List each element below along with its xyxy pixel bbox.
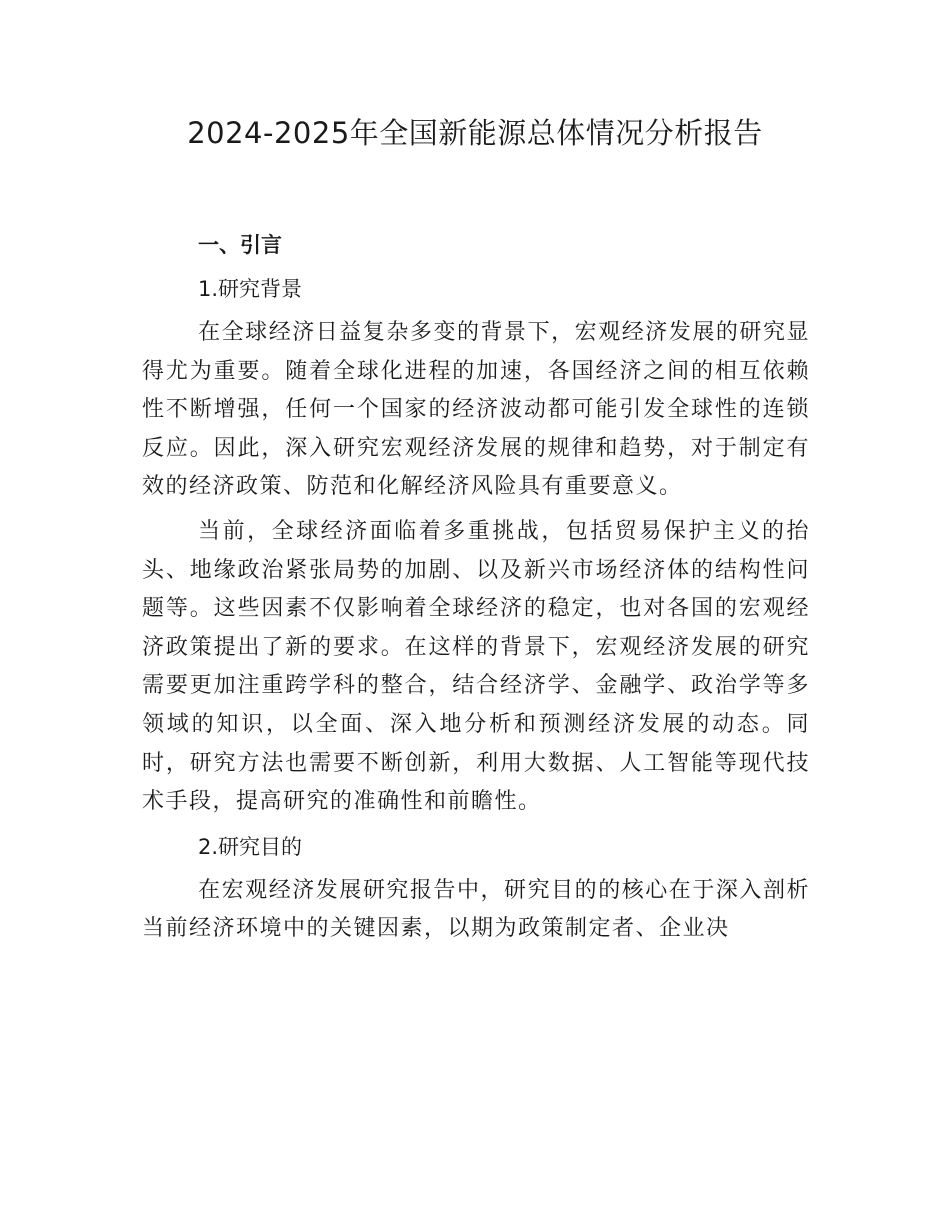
paragraph-purpose-1: 在宏观经济发展研究报告中，研究目的的核心在于深入剖析当前经济环境中的关键因素，以期为政策制定者、企业决 bbox=[142, 877, 810, 942]
subsection-heading-purpose: 2.研究目的 bbox=[198, 834, 303, 859]
paragraph-background-2: 当前，全球经济面临着多重挑战，包括贸易保护主义的抬头、地缘政治紧张局势的加剧、以及新兴市场经济体的结构性问题等。这些因素不仅影响着全球经济的稳定，也对各国的宏观经济政策提出了新的要求。在这样的背景下，宏观经济发展的研究需要更加注重跨学科的整合，结合经济学、金融学、政治学等多领域的知识，以全面、深入地分析和预测经济发展的动态。同时，研究方法也需要不断创新，利用大数据、人工智能等现代技术手段，提高研究的准确性和前瞻性。 bbox=[142, 518, 810, 815]
document-title: 2024-2025年全国新能源总体情况分析报告 bbox=[187, 116, 763, 150]
document-body bbox=[142, 226, 810, 955]
subsection-heading-background: 1.研究背景 bbox=[198, 277, 303, 301]
section-heading-introduction: 一、引言 bbox=[198, 233, 282, 257]
paragraph-background-1: 在全球经济日益复杂多变的背景下，宏观经济发展的研究显得尤为重要。随着全球化进程的加速，各国经济之间的相互依赖性不断增强，任何一个国家的经济波动都可能引发全球性的连锁反应。因此，深入研究宏观经济发展的规律和趋势，对于制定有效的经济政策、防范和化解经济风险具有重要意义。 bbox=[142, 320, 810, 500]
